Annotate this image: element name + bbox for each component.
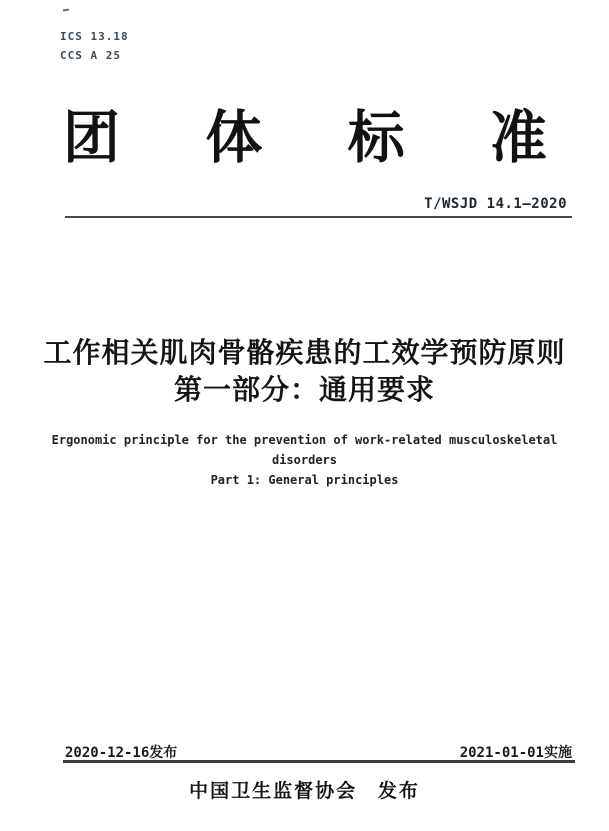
publisher-name: 中国卫生监督协会: [189, 781, 358, 802]
implementation-date: 2021-01-01实施: [459, 745, 572, 761]
main-title-english: [0, 430, 609, 490]
main-title-line2: 第一部分：通用要求: [173, 374, 435, 405]
publisher-suffix: 发布: [377, 781, 420, 802]
ccs-code: CCS A 25: [60, 49, 121, 62]
doc-type-char: 团: [63, 107, 120, 170]
standard-number: T/WSJD 14.1—2020: [424, 196, 567, 212]
footer-rule: [63, 760, 575, 763]
publisher-line: [0, 776, 609, 803]
issue-date: 2020-12-16发布: [65, 745, 178, 761]
english-title-line1: Ergonomic principle for the prevention of work-related musculoskeletal: [51, 433, 558, 447]
english-title-line2: disorders: [271, 453, 338, 467]
main-title-line1: 工作相关肌肉骨骼疾患的工效学预防原则: [43, 337, 566, 368]
main-title-chinese: [0, 334, 609, 408]
doc-type-char: 标: [347, 107, 405, 170]
header-rule: [65, 216, 572, 218]
document-type-title: [63, 104, 547, 174]
doc-type-char: 体: [205, 107, 263, 170]
date-row: [65, 742, 572, 762]
classification-codes: [60, 27, 129, 65]
doc-type-char: 准: [489, 107, 547, 170]
scan-artifact-mark: [63, 9, 69, 12]
english-title-line3: Part 1: General principles: [210, 473, 399, 487]
ics-code: ICS 13.18: [60, 30, 129, 43]
